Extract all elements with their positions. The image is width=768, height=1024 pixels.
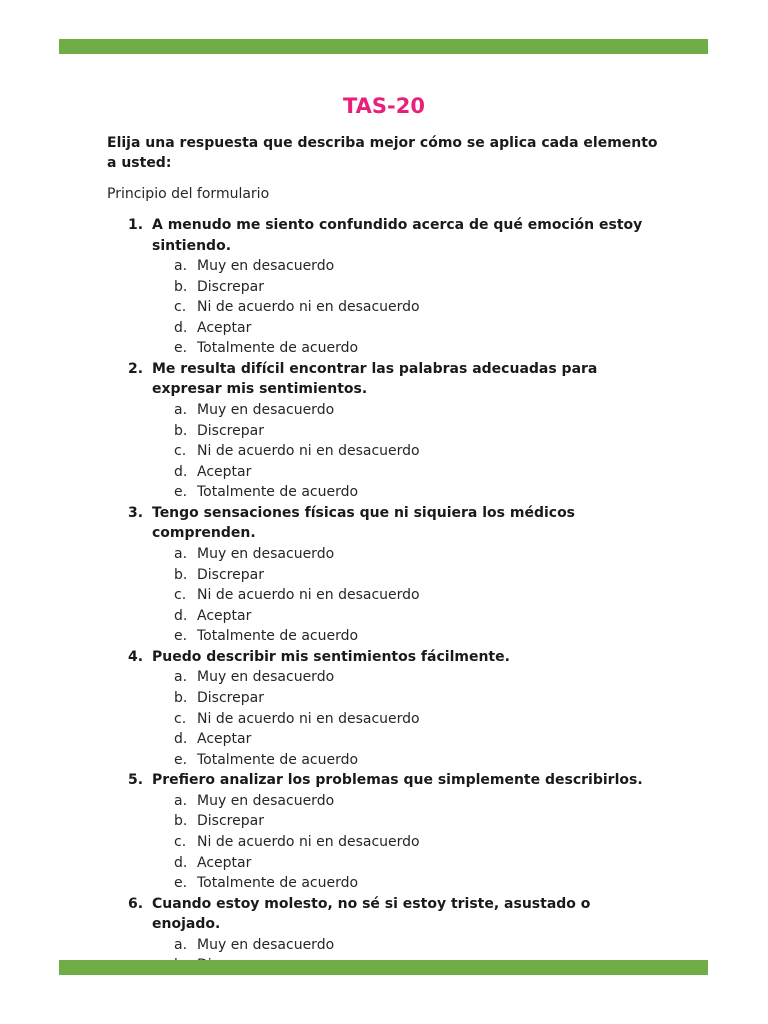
option-letter: a. (174, 669, 188, 686)
option-item[interactable] (174, 482, 768, 503)
option-item[interactable] (174, 421, 768, 442)
option-label: Ni de acuerdo ni en desacuerdo (197, 710, 420, 727)
option-item[interactable] (174, 729, 768, 750)
instructions-text: Elija una respuesta que describa mejor cómo se aplica cada elemento a usted: (107, 135, 658, 171)
option-item[interactable] (174, 297, 768, 318)
top-accent-bar (59, 39, 708, 54)
option-item[interactable] (174, 873, 768, 894)
question-text-wrapper (128, 647, 652, 668)
option-label: Muy en desacuerdo (197, 792, 335, 809)
option-letter: e. (174, 484, 188, 501)
option-item[interactable] (174, 853, 768, 874)
option-label: Muy en desacuerdo (197, 401, 335, 418)
question-text: Prefiero analizar los problemas que simplemente describirlos. (152, 772, 643, 789)
option-item[interactable] (174, 709, 768, 730)
option-label: Aceptar (197, 319, 252, 336)
option-label: Aceptar (197, 854, 252, 871)
option-item[interactable] (174, 791, 768, 812)
option-label: Discrepar (197, 566, 264, 583)
option-item[interactable] (174, 626, 768, 647)
option-list (0, 791, 768, 894)
option-letter: d. (174, 463, 188, 480)
option-letter: e. (174, 628, 188, 645)
option-label: Muy en desacuerdo (197, 669, 335, 686)
option-label: Totalmente de acuerdo (197, 751, 359, 768)
bottom-accent-bar (59, 960, 708, 975)
option-item[interactable] (174, 256, 768, 277)
option-label: Aceptar (197, 607, 252, 624)
option-item[interactable] (174, 832, 768, 853)
option-letter: b. (174, 278, 188, 295)
option-letter: d. (174, 731, 188, 748)
question-2 (0, 359, 768, 503)
option-label: Aceptar (197, 731, 252, 748)
option-label: Discrepar (197, 690, 264, 706)
option-label: Ni de acuerdo ni en desacuerdo (197, 587, 420, 604)
question-text-wrapper (128, 503, 652, 544)
option-label: Discrepar (197, 422, 264, 439)
option-item[interactable] (174, 318, 768, 339)
question-number: 5. (128, 772, 144, 789)
option-label: Discrepar (197, 278, 264, 295)
question-number: 2. (128, 360, 144, 377)
option-letter: a. (174, 258, 188, 274)
option-item[interactable] (174, 277, 768, 298)
option-item[interactable] (174, 811, 768, 832)
form-start-label: Principio del formulario (107, 186, 270, 202)
question-number: 1. (128, 217, 144, 233)
question-number: 4. (128, 648, 144, 665)
option-item[interactable] (174, 441, 768, 462)
option-label: Aceptar (197, 463, 252, 480)
option-list (0, 667, 768, 770)
option-item[interactable] (174, 338, 768, 359)
option-label: Totalmente de acuerdo (197, 340, 359, 357)
option-label: Muy en desacuerdo (197, 545, 335, 562)
option-letter: e. (174, 751, 188, 768)
option-label: Ni de acuerdo ni en desacuerdo (197, 443, 420, 460)
question-3 (0, 503, 768, 647)
question-text-wrapper (128, 894, 652, 935)
option-letter: a. (174, 936, 188, 953)
option-letter: a. (174, 545, 188, 562)
question-text-wrapper (128, 770, 652, 791)
question-text: Cuando estoy molesto, no sé si estoy triste, asustado o enojado. (152, 895, 591, 933)
option-item[interactable] (174, 544, 768, 565)
option-label: Muy en desacuerdo (197, 258, 335, 274)
question-1 (0, 215, 768, 359)
option-label: Ni de acuerdo ni en desacuerdo (197, 834, 420, 851)
option-letter: e. (174, 875, 188, 892)
question-list (0, 215, 768, 976)
question-text-wrapper (128, 359, 652, 400)
option-letter: e. (174, 340, 188, 357)
option-label: Totalmente de acuerdo (197, 484, 359, 501)
question-5 (0, 770, 768, 893)
question-text: Tengo sensaciones físicas que ni siquiera los médicos comprenden. (152, 504, 576, 542)
option-letter: a. (174, 792, 188, 809)
option-list (0, 400, 768, 503)
option-label: Totalmente de acuerdo (197, 875, 359, 892)
option-letter: a. (174, 401, 188, 418)
option-letter: b. (174, 566, 188, 583)
option-item[interactable] (174, 606, 768, 627)
option-item[interactable] (174, 585, 768, 606)
option-label: Discrepar (197, 813, 264, 830)
option-letter: c. (174, 299, 187, 316)
option-letter: c. (174, 710, 187, 727)
option-item[interactable] (174, 462, 768, 483)
option-item[interactable] (174, 750, 768, 771)
option-label: Muy en desacuerdo (197, 936, 335, 953)
option-label: Ni de acuerdo ni en desacuerdo (197, 299, 420, 316)
option-item[interactable] (174, 400, 768, 421)
question-number: 3. (128, 504, 144, 521)
option-item[interactable] (174, 688, 768, 709)
question-4 (0, 647, 768, 770)
question-number: 6. (128, 895, 144, 912)
option-list (0, 256, 768, 359)
question-text: Me resulta difícil encontrar las palabras adecuadas para expresar mis sentimientos. (152, 360, 598, 398)
option-letter: b. (174, 813, 188, 830)
question-text: A menudo me siento confundido acerca de qué emoción estoy sintiendo. (152, 217, 643, 254)
option-letter: c. (174, 834, 187, 851)
option-letter: b. (174, 422, 188, 439)
option-letter: c. (174, 587, 187, 604)
page-title: TAS-20 (342, 94, 425, 118)
option-letter: d. (174, 607, 188, 624)
question-text-wrapper (128, 215, 652, 256)
option-item[interactable] (174, 667, 768, 688)
option-letter: d. (174, 854, 188, 871)
option-letter: b. (174, 690, 188, 706)
option-letter: c. (174, 443, 187, 460)
option-letter: d. (174, 319, 188, 336)
option-list (0, 544, 768, 647)
option-item[interactable] (174, 565, 768, 586)
option-label: Totalmente de acuerdo (197, 628, 359, 645)
question-text: Puedo describir mis sentimientos fácilmente. (152, 648, 510, 665)
option-item[interactable] (174, 935, 768, 956)
